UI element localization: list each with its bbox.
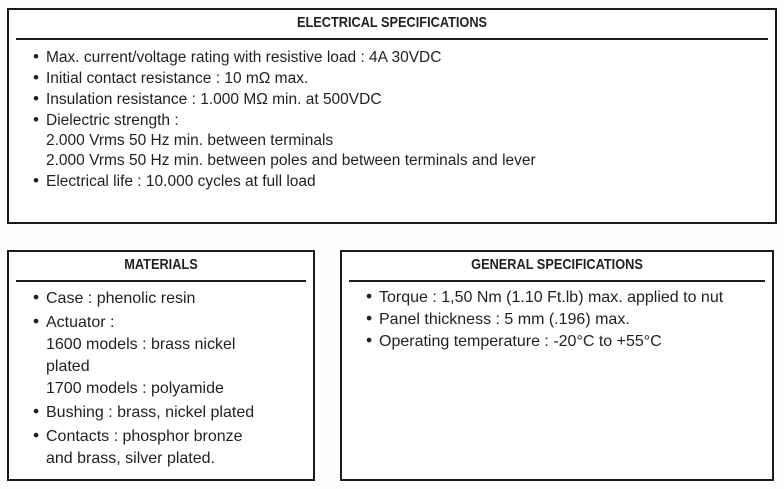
bullet-icon: • — [33, 287, 40, 307]
spec-line-continuation — [33, 334, 305, 356]
spec-text: Initial contact resistance : 10 mΩ max. — [46, 70, 309, 87]
electrical-spec-list — [9, 40, 775, 192]
bullet-icon: • — [366, 286, 373, 306]
bullet-icon: • — [33, 89, 39, 108]
spec-text: Max. current/voltage rating with resistive load : 4A 30VDC — [46, 49, 442, 66]
spec-line — [33, 89, 767, 110]
spec-line — [33, 171, 767, 192]
spec-text: Bushing : brass, nickel plated — [46, 404, 255, 421]
general-specifications-title: GENERAL SPECIFICATIONS — [471, 256, 643, 273]
spec-line-continuation — [33, 356, 305, 378]
spec-text: Case : phenolic resin — [46, 290, 196, 307]
spec-line — [366, 330, 764, 352]
spec-line — [33, 110, 767, 131]
bullet-icon: • — [33, 171, 39, 190]
spec-text: plated — [46, 358, 90, 375]
bullet-icon: • — [366, 308, 373, 328]
spec-line — [366, 308, 764, 330]
spec-line — [33, 424, 305, 448]
materials-title: MATERIALS — [124, 256, 198, 273]
spec-line — [33, 47, 767, 68]
spec-line — [33, 286, 305, 310]
materials-panel — [7, 250, 315, 481]
spec-text: Panel thickness : 5 mm (.196) max. — [379, 311, 630, 328]
spec-text: 1600 models : brass nickel — [46, 336, 236, 353]
general-spec-list — [342, 282, 772, 352]
bullet-icon: • — [33, 401, 40, 421]
electrical-specifications-title: ELECTRICAL SPECIFICATIONS — [296, 14, 488, 31]
spec-text: Contacts : phosphor bronze — [46, 428, 243, 445]
spec-text: Dielectric strength : — [46, 112, 179, 129]
bullet-icon: • — [366, 330, 373, 350]
spec-line-continuation — [33, 378, 305, 400]
spec-line-continuation — [33, 131, 767, 151]
spec-line — [366, 286, 764, 308]
spec-text: 2.000 Vrms 50 Hz min. between poles and between terminals and lever — [46, 152, 536, 169]
spec-line — [33, 68, 767, 89]
spec-text: Actuator : — [46, 314, 115, 331]
general-specifications-panel — [340, 250, 774, 481]
bullet-icon: • — [33, 47, 39, 66]
spec-line — [33, 400, 305, 424]
bullet-icon: • — [33, 110, 39, 129]
materials-spec-list — [9, 282, 313, 470]
bullet-icon: • — [33, 311, 40, 331]
spec-text: Operating temperature : -20°C to +55°C — [379, 333, 662, 350]
spec-line — [33, 310, 305, 334]
spec-text: 1700 models : polyamide — [46, 380, 224, 397]
electrical-specifications-panel — [7, 8, 777, 224]
spec-text: Electrical life : 10.000 cycles at full load — [46, 173, 316, 190]
bullet-icon: • — [33, 425, 40, 445]
spec-text: 2.000 Vrms 50 Hz min. between terminals — [46, 132, 334, 149]
spec-line-continuation — [33, 448, 305, 470]
spec-text: and brass, silver plated. — [46, 450, 215, 467]
spec-line-continuation — [33, 151, 767, 171]
spec-text: Torque : 1,50 Nm (1.10 Ft.lb) max. applied to nut — [379, 289, 724, 306]
spec-text: Insulation resistance : 1.000 MΩ min. at 500VDC — [46, 91, 382, 108]
bullet-icon: • — [33, 68, 39, 87]
